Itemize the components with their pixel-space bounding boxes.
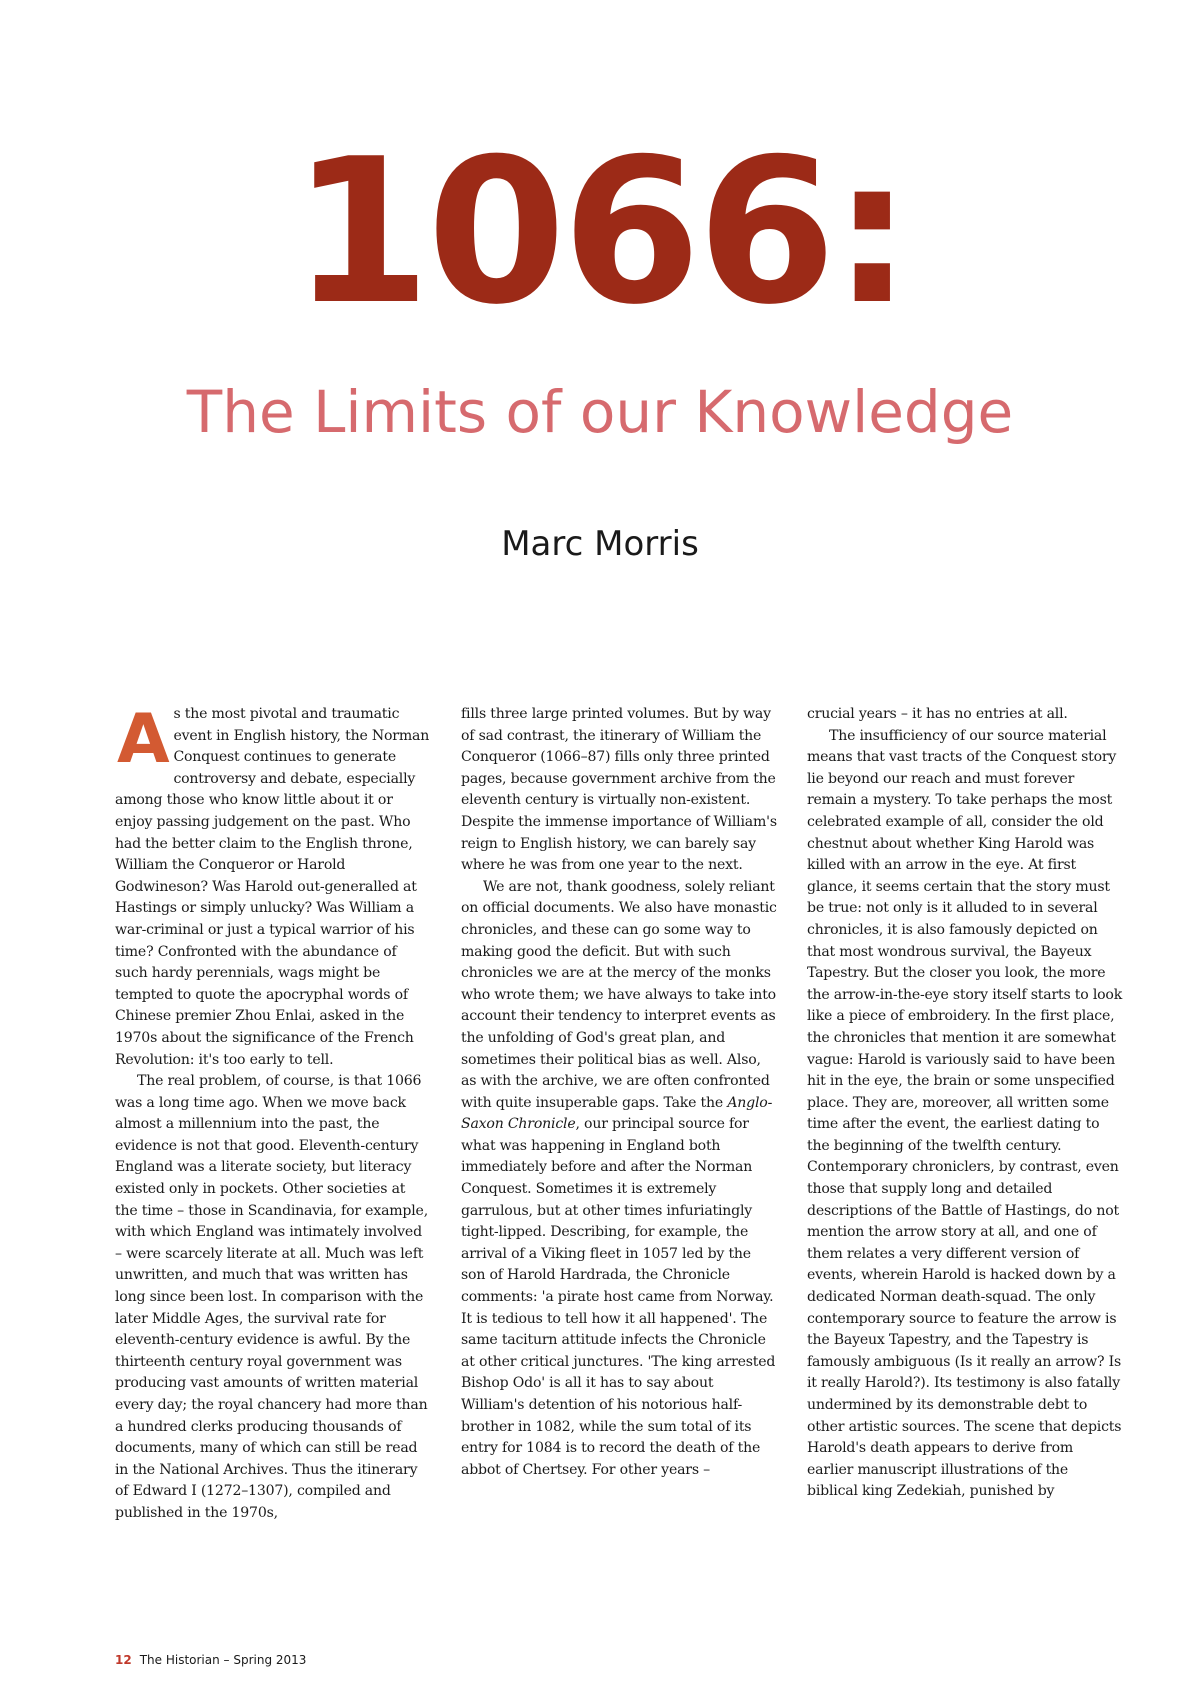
- paragraph-text: We are not, thank goodness, solely reliant on official documents. We also have monastic chronicles, and these can go some way to making good the deficit. But with such chronicles we are at the mercy of the monks who wrote them; we have always to take into account their tendency to interpret events as the unfolding of God's great plan, and sometimes their political bias as well. Also, as with the archive, we are often confronted with quite insuperable gaps. Take the: [461, 878, 777, 1111]
- article-title: 1066:: [291, 116, 909, 349]
- paragraph: The insufficiency of our source material means that vast tracts of the Conquest story lie beyond our reach and must forever remain a mystery. To take perhaps the most celebrated example of all, consider the old chestnut about whether King Harold was killed with an arrow in the eye. At first glance, it seems certain that the story must be true: not only is it alluded to in several chronicles, it is also famously depicted on that most wondrous survival, the Bayeux Tapestry. But the closer you look, the more the arrow-in-the-eye story itself starts to look like a piece of embroidery. In the first place, the chronicles that mention it are somewhat vague: Harold is variously said to have been hit in the eye, the brain or some unspecified place. They are, moreover, all written some time after the event, the earliest dating to the beginning of the twelfth century. Contemporary chroniclers, by contrast, even those that supply long and detailed descriptions of the Battle of Hastings, do not mention the arrow story at all, and one of them relates a very different version of events, wherein Harold is hacked down by a dedicated Norman death-squad. The only contemporary source to feature the arrow is the Bayeux Tapestry, and the Tapestry is famously ambiguous (Is it really an arrow? Is it really Harold?). Its testimony is also fatally undermined by its demonstrable debt to other artistic sources. The scene that depicts Harold's death appears to derive from earlier manuscript illustrations of the biblical king Zedekiah, punished by: [807, 727, 1123, 1500]
- paragraph-text: s the most pivotal and traumatic event in English history, the Norman Conquest continues to generate controversy and debate, especially among those who know little about it or enjoy passing judgement on the past. Who had the better claim to the English throne, William the Conqueror or Harold Godwineson? Was Harold out-generalled at Hastings or simply unlucky? Was William a war-criminal or just a typical warrior of his time? Confronted with the abundance of such hardy perennials, wags might be tempted to quote the apocryphal words of Chinese premier Zhou Enlai, asked in the 1970s about the significance of the French Revolution: it's too early to tell.: [115, 706, 430, 1068]
- article-author: Marc Morris: [501, 524, 699, 564]
- drop-cap: A: [117, 700, 170, 779]
- publication-name: The Historian – Spring 2013: [139, 1653, 307, 1667]
- text-column-1: [115, 700, 431, 1525]
- paragraph: fills three large printed volumes. But by way of sad contrast, the itinerary of William the Conqueror (1066–87) fills only three printed pages, because government archive from the eleventh century is virtually non-existent. Despite the immense importance of William's reign to English history, we can barely say where he was from one year to the next.: [461, 706, 777, 874]
- paragraph: [461, 877, 777, 1482]
- paragraph: The real problem, of course, is that 1066 was a long time ago. When we move back almost a millennium into the past, the evidence is not that good. Eleventh-century England was a literate society, but literacy existed only in pockets. Other societies at the time – those in Scandinavia, for example, with which England was intimately involved – were scarcely literate at all. Much was left unwritten, and much that was written has long since been lost. In comparison with the later Middle Ages, the survival rate for eleventh-century evidence is awful. By the thirteenth century royal government was producing vast amounts of written material every day; the royal chancery had more than a hundred clerks producing thousands of documents, many of which can still be read in the National Archives. Thus the itinerary of Edward I (1272–1307), compiled and published in the 1970s,: [115, 1073, 428, 1521]
- article-subtitle: The Limits of our Knowledge: [186, 378, 1014, 446]
- page-number: 12: [115, 1653, 132, 1667]
- page-footer: [115, 1652, 306, 1668]
- source-title: Anglo-Saxon Chronicle: [461, 1094, 773, 1133]
- paragraph: [115, 700, 431, 1071]
- paragraph-text: , our principal source for what was happening in England both immediately before and after the Norman Conquest. Sometimes it is extremely garrulous, but at other times infuriatingly tight-lipped. Describing, for example, the arrival of a Viking fleet in 1057 led by the son of Harold Hardrada, the Chronicle comments: 'a pirate host came from Norway. It is tedious to tell how it all happened'. The same taciturn attitude infects the Chronicle at other critical junctures. 'The king arrested Bishop Odo' is all it has to say about William's detention of his notorious half-brother in 1082, while the sum total of its entry for 1084 is to record the death of the abbot of Chertsey. For other years –: [461, 1116, 776, 1478]
- text-column-2: [461, 704, 777, 1481]
- paragraph: crucial years – it has no entries at all.: [807, 706, 1068, 722]
- text-column-3: [807, 704, 1123, 1503]
